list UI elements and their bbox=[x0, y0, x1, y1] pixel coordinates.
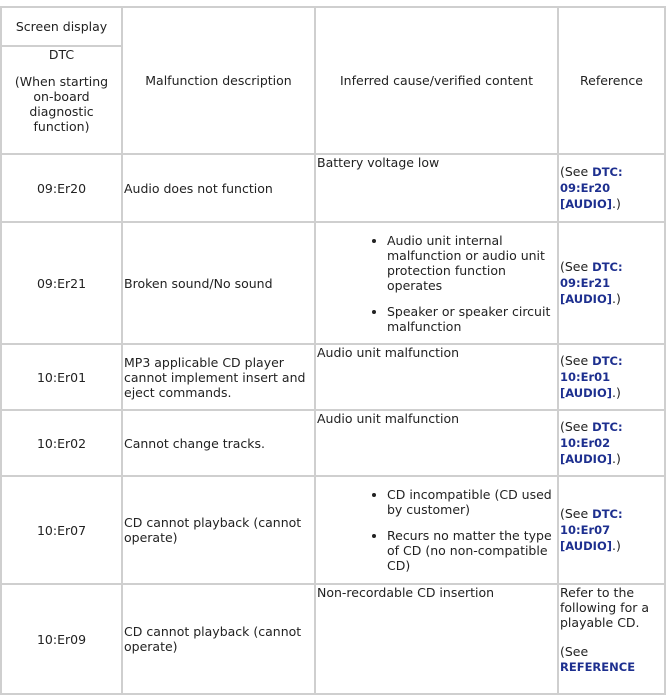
table-row bbox=[1, 344, 665, 410]
dtc-code: 09:Er21 bbox=[1, 222, 122, 344]
table-row bbox=[1, 410, 665, 476]
dtc-code: 10:Er07 bbox=[1, 476, 122, 584]
table-row bbox=[1, 222, 665, 344]
header-dtc bbox=[1, 46, 122, 154]
inferred-cause bbox=[315, 222, 558, 344]
reference-link[interactable]: DTC: 10:Er01 [AUDIO] bbox=[560, 354, 623, 400]
reference-cell: (See DTC: 10:Er02 [AUDIO].) bbox=[558, 410, 665, 476]
reference-cell: (See DTC: 09:Er21 [AUDIO].) bbox=[558, 222, 665, 344]
table-row bbox=[1, 476, 665, 584]
malfunction-description: MP3 applicable CD player cannot implement insert and eject commands. bbox=[122, 344, 315, 410]
cause-item: • Recurs no matter the type of CD (no non-compatible CD) bbox=[387, 528, 556, 573]
table-row bbox=[1, 584, 665, 694]
malfunction-description: Cannot change tracks. bbox=[122, 410, 315, 476]
dtc-table bbox=[0, 6, 666, 695]
reference-cell: Refer to the following for a playable CD. (See REFERENCE bbox=[558, 584, 665, 694]
reference-cell: (See DTC: 10:Er01 [AUDIO].) bbox=[558, 344, 665, 410]
reference-cell: (See DTC: 10:Er07 [AUDIO].) bbox=[558, 476, 665, 584]
cause-list bbox=[317, 233, 556, 334]
dtc-code: 10:Er02 bbox=[1, 410, 122, 476]
malfunction-description: CD cannot playback (cannot operate) bbox=[122, 584, 315, 694]
inferred-cause bbox=[315, 476, 558, 584]
cause-list bbox=[317, 487, 556, 573]
reference-link[interactable]: DTC: 10:Er02 [AUDIO] bbox=[560, 420, 623, 466]
malfunction-description: Broken sound/No sound bbox=[122, 222, 315, 344]
inferred-cause: Audio unit malfunction bbox=[315, 410, 558, 476]
cause-item: • Audio unit internal malfunction or audio unit protection function operates bbox=[387, 233, 556, 293]
reference-link[interactable]: DTC: 10:Er07 [AUDIO] bbox=[560, 507, 623, 553]
table-row bbox=[1, 154, 665, 222]
reference-note: Refer to the following for a playable CD. bbox=[560, 585, 649, 630]
reference-cell: (See DTC: 09:Er20 [AUDIO].) bbox=[558, 154, 665, 222]
cause-item: • Speaker or speaker circuit malfunction bbox=[387, 304, 556, 334]
malfunction-description: CD cannot playback (cannot operate) bbox=[122, 476, 315, 584]
malfunction-description: Audio does not function bbox=[122, 154, 315, 222]
inferred-cause: Battery voltage low bbox=[315, 154, 558, 222]
header-malfunction-description: Malfunction description bbox=[122, 7, 315, 154]
header-dtc-sub: (When starting on-board diagnostic function) bbox=[14, 74, 109, 134]
reference-link[interactable]: REFERENCE bbox=[560, 660, 636, 674]
reference-link[interactable]: DTC: 09:Er21 [AUDIO] bbox=[560, 260, 623, 306]
dtc-code: 09:Er20 bbox=[1, 154, 122, 222]
inferred-cause: Audio unit malfunction bbox=[315, 344, 558, 410]
dtc-code: 10:Er09 bbox=[1, 584, 122, 694]
reference-link[interactable]: DTC: 09:Er20 [AUDIO] bbox=[560, 165, 623, 211]
cause-item: • CD incompatible (CD used by customer) bbox=[387, 487, 556, 517]
header-dtc-label: DTC bbox=[48, 47, 75, 62]
header-screen-display: Screen display bbox=[1, 7, 122, 46]
inferred-cause: Non-recordable CD insertion bbox=[315, 584, 558, 694]
header-inferred-cause: Inferred cause/verified content bbox=[315, 7, 558, 154]
header-reference: Reference bbox=[558, 7, 665, 154]
dtc-code: 10:Er01 bbox=[1, 344, 122, 410]
